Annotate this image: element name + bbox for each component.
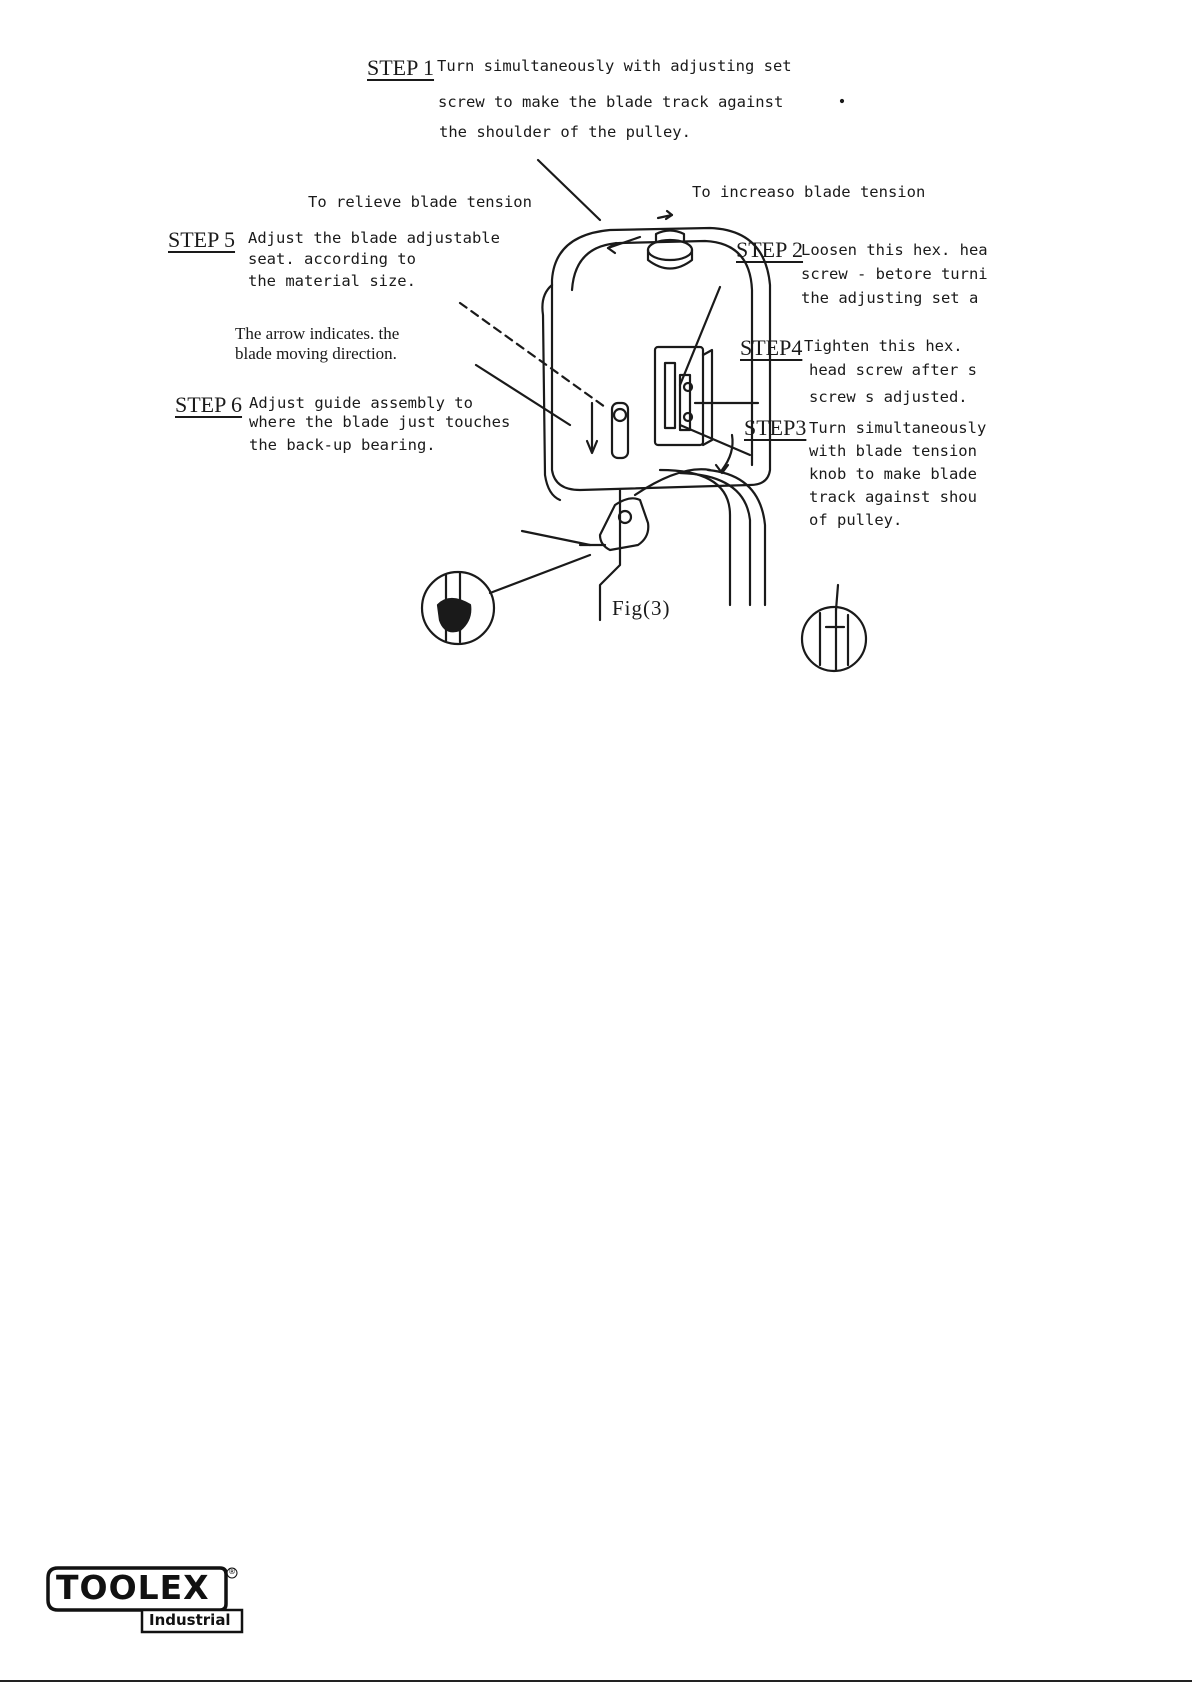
step1-line-2: screw to make the blade track against [438, 93, 784, 111]
step5-line-3: the material size. [248, 272, 416, 290]
step2-line-2: screw - betore turni [801, 265, 988, 283]
step1-line-3: the shoulder of the pulley. [439, 123, 691, 141]
step3-line-2: with blade tension [809, 442, 977, 460]
step4-line-1: Tighten this hex. [804, 337, 963, 355]
step4-line-3: screw s adjusted. [809, 388, 968, 406]
arrow-note-line-2: blade moving direction. [235, 344, 397, 363]
step6-line-2: where the blade just touches [249, 413, 511, 431]
increase-tension-label: To increaso blade tension [692, 183, 926, 201]
arrow-note-line-1: The arrow indicates. the [235, 324, 400, 343]
step6-line-1: Adjust guide assembly to [249, 394, 473, 412]
step2-line-3: the adjusting set a [801, 289, 979, 307]
relieve-tension-label: To relieve blade tension [308, 193, 532, 211]
logo-sub-text: Industrial [149, 1611, 231, 1629]
logo-registered-mark: ® [228, 1567, 236, 1576]
step3-label: STEP3 [744, 415, 807, 440]
step6-label: STEP 6 [175, 392, 243, 417]
step3-line-4: track against shou [809, 488, 977, 506]
step6-line-3: the back-up bearing. [249, 436, 436, 454]
step1-label: STEP 1 [367, 55, 435, 80]
step1-line-1: Turn simultaneously with adjusting set [437, 57, 792, 75]
step3-line-3: knob to make blade [809, 465, 977, 483]
step2-line-1: Loosen this hex. hea [801, 241, 988, 259]
toolex-logo [44, 1564, 254, 1636]
step4-label: STEP4 [740, 335, 803, 360]
logo-brand-text: TOOLEX [56, 1568, 210, 1607]
step5-line-1: Adjust the blade adjustable [248, 229, 500, 247]
step5-label: STEP 5 [168, 227, 236, 252]
figure-caption: Fig(3) [612, 596, 671, 620]
step5-line-2: seat. according to [248, 250, 416, 268]
footer-rule [0, 1680, 1192, 1682]
step3-line-5: of pulley. [809, 511, 903, 529]
step2-label: STEP 2 [736, 237, 804, 262]
step3-line-1: Turn simultaneously [809, 419, 987, 437]
step4-line-2: head screw after s [809, 361, 977, 379]
figure-3 [160, 45, 1040, 680]
